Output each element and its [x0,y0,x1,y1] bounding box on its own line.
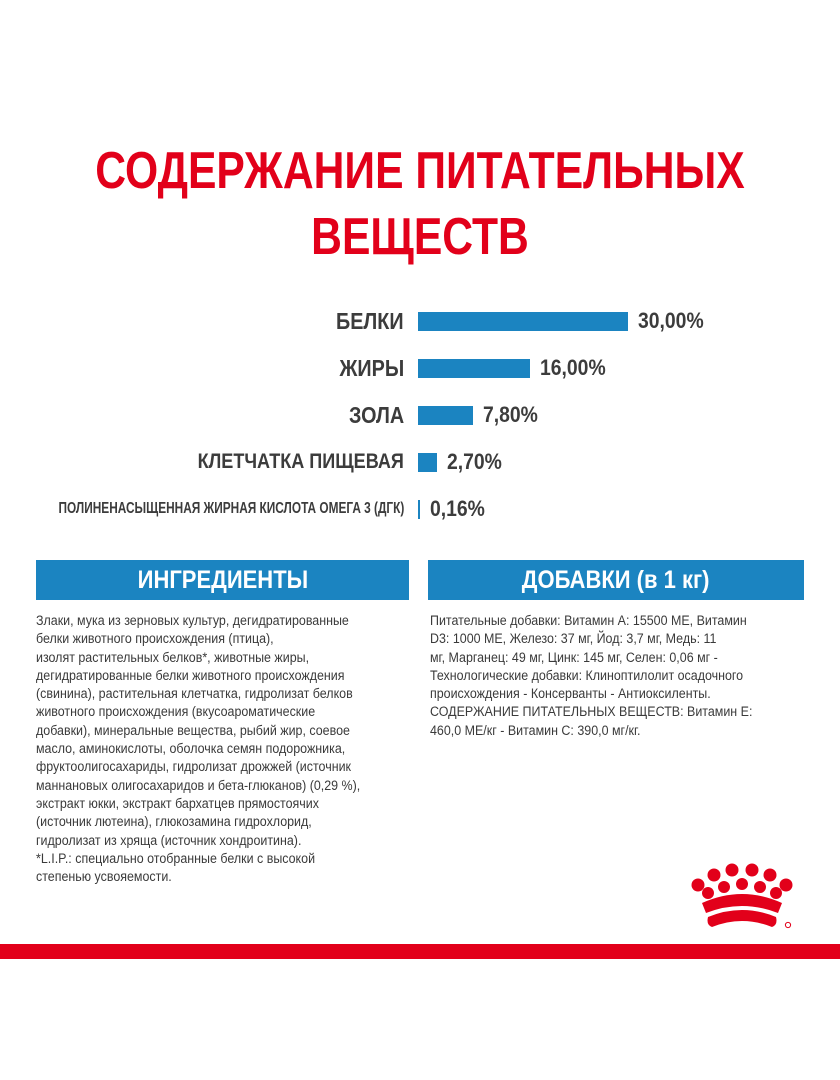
chart-bar [418,500,420,519]
chart-value-label: 2,70% [447,449,502,474]
additives-line: Технологические добавки: Клиноптилолит осадочного [430,667,744,683]
additives-line: 460,0 МЕ/кг - Витамин С: 390,0 мг/кг. [430,722,641,738]
ingredients-line: экстракт юкки, экстракт бархатцев прямостоячих [36,795,319,811]
ingredients-line: добавки), минеральные вещества, рыбий жир, соевое [36,722,350,738]
additives-line: происхождения - Консерванты - Антиоксиленты. [430,686,711,702]
chart-category-label: ЗОЛА [348,402,404,428]
ingredients-heading [36,560,409,600]
chart-category-label: БЕЛКИ [336,308,404,334]
chart-bar [418,312,628,331]
chart-value-label: 30,00% [638,308,704,333]
ingredients-text [36,612,408,886]
chart-row [0,447,840,477]
ingredients-line: масло, аминокислоты, оболочка семян подорожника, [36,741,346,757]
ingredients-heading-label: ИНГРЕДИЕНТЫ [137,566,308,594]
page-title-line-1: СОДЕРЖАНИЕ ПИТАТЕЛЬНЫХ [95,142,745,200]
chart-row [0,400,840,430]
ingredients-line: изолят растительных белков*, животные жиры, [36,649,310,665]
chart-row [0,306,840,336]
ingredients-line: степенью усвояемости. [36,869,172,885]
ingredients-line: дегидратированные белки животного происхождения [36,667,345,683]
additives-line: СОДЕРЖАНИЕ ПИТАТЕЛЬНЫХ ВЕЩЕСТВ: Витамин Е: [430,704,753,720]
additives-heading-label: ДОБАВКИ (в 1 кг) [522,566,710,594]
ingredients-line: Злаки, мука из зерновых культур, дегидратированные [36,613,349,628]
crown-logo-icon [688,863,796,933]
ingredients-line: фруктоолигосахариды, гидролизат дрожжей (источник [36,759,351,775]
brand-red-band [0,944,840,959]
additives-text [430,612,807,740]
chart-value-label: 16,00% [540,355,606,380]
chart-category-label: ПОЛИНЕНАСЫЩЕННАЯ ЖИРНАЯ КИСЛОТА ОМЕГА 3 (ДГК) [58,500,404,517]
chart-category-label: КЛЕТЧАТКА ПИЩЕВАЯ [197,450,404,473]
page-title-line-2: ВЕЩЕСТВ [311,208,529,266]
ingredients-line: животного происхождения (вкусоароматические [36,704,316,720]
ingredients-line: (источник лютеина), глюкозамина гидрохлорид, [36,814,312,830]
chart-value-label: 7,80% [483,402,538,427]
additives-line: Питательные добавки: Витамин А: 15500 МЕ, Витамин [430,613,747,628]
ingredients-line: гидролизат из хряща (источник хондроитина). [36,832,302,848]
chart-row [0,353,840,383]
ingredients-line: *L.I.P.: специально отобранные белки с высокой [36,850,316,866]
chart-category-label: ЖИРЫ [339,355,404,381]
chart-value-label: 0,16% [430,496,485,521]
chart-bar [418,359,530,378]
additives-line: D3: 1000 МЕ, Железо: 37 мг, Йод: 3,7 мг, Медь: 11 [430,631,717,647]
ingredients-line: (свинина), растительная клетчатка, гидролизат белков [36,686,353,702]
ingredients-line: маннановых олигосахаридов и бета-глюканов) (0,29 %), [36,777,361,793]
chart-bar [418,406,473,425]
ingredients-line: белки животного происхождения (птица), [36,631,274,647]
chart-bar [418,453,437,472]
chart-row [0,494,840,524]
additives-line: мг, Марганец: 49 мг, Цинк: 145 мг, Селен: 0,06 мг - [430,649,718,665]
additives-heading [428,560,804,600]
